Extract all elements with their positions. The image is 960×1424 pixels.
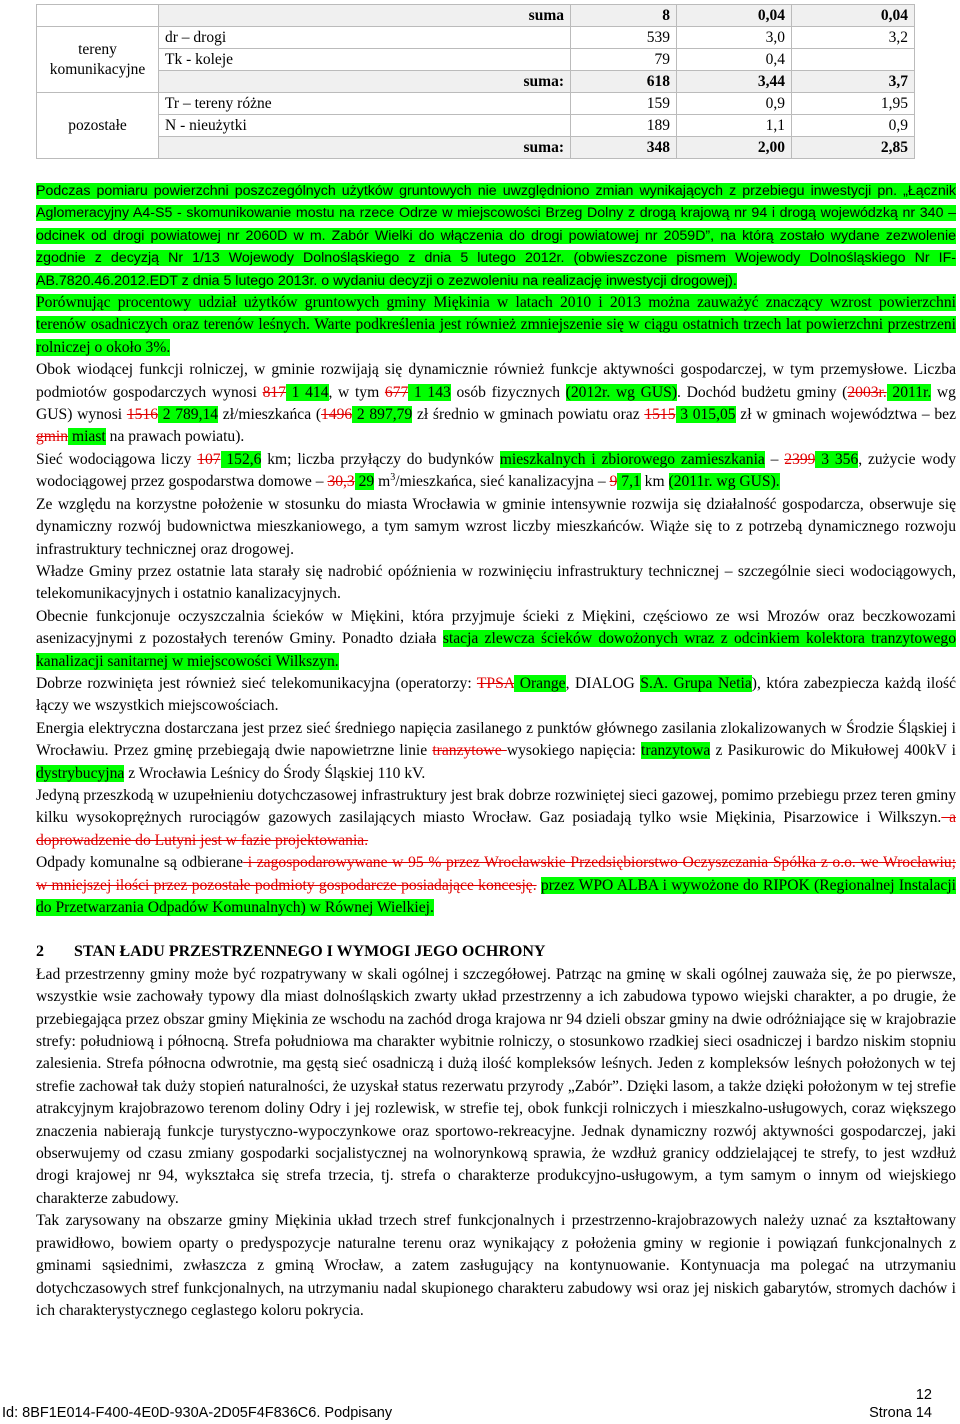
- table-cell-category: tereny komunikacyjne: [37, 27, 159, 93]
- table-cell: Tr – tereny różne: [159, 93, 571, 115]
- struck-text: 1516: [126, 406, 159, 424]
- struck-text: 2003r.: [847, 383, 887, 401]
- footer-document-id: Id: 8BF1E014-F400-4E0D-930A-2D05F4F836C6. Podpisany: [2, 1405, 393, 1421]
- table-cell-category: pozostałe: [37, 93, 159, 159]
- document-body: [36, 180, 956, 1322]
- highlighted-text: 3 015,05: [675, 406, 736, 424]
- paragraph-electricity: [36, 718, 956, 785]
- text: Energia elektryczna dostarczana jest przez sieć średniego napięcia zasilanego z punktów głównego zasilania zlokalizowanych w Środzie Śląskiej i Wrocławiu. Przez gminę przebiegają dwie napowietrzne linie: [36, 719, 956, 760]
- table-cell: 0,4: [677, 49, 792, 71]
- text: , zużycie wody wodociągowej przez gospodarstwa domowe –: [36, 450, 957, 491]
- struck-text: 2399: [784, 450, 816, 468]
- table-cell: 1,1: [677, 115, 792, 137]
- struck-text: 677: [384, 383, 409, 401]
- text: Odpady komunalne są odbierane: [36, 854, 244, 872]
- table-cell: 2,00: [677, 137, 792, 159]
- text: /mieszkańca, sieć kanalizacyjna –: [395, 473, 610, 491]
- table-cell: [37, 5, 159, 27]
- text: na prawach powiatu).: [105, 428, 245, 446]
- table-row: [37, 93, 915, 115]
- table-cell: 539: [571, 27, 677, 49]
- table-row: [37, 115, 915, 137]
- paragraph-functional-zones: Tak zarysowany na obszarze gminy Miękinia układ trzech stref funkcjonalnych i przestrzenno-krajobrazowych należy uznać za kształtowany prawidłowo, bowiem oparty o predyspozycje naturalne terenu oraz wynikający z położenia gminy w regionie i powiązań funkcjonalnych z gminami sąsiednimi, zwłaszcza z gminą Wrocław, a zatem zasługujący na kontynuowanie. Kontynuacja ma polegać na utrzymaniu dotychczasowych stref funkcjonalnych, na utrzymaniu nadal skupionego charakteru zabudowy wsi oraz jej niskich gabarytów, stromych dachów i ich charakterystycznego ceglastego koloru pokrycia.: [36, 1212, 956, 1319]
- highlighted-text: 1 143: [408, 383, 451, 401]
- table-cell: suma:: [159, 71, 571, 93]
- text: zł średnio w gminach powiatu oraz: [412, 406, 645, 424]
- highlighted-text: przez WPO ALBA i wywożone do RIPOK (Regionalnej Instalacji do Przetwarzania Odpadów Komunalnych) w Równej Wielkiej.: [36, 876, 956, 916]
- struck-text: TPSA: [476, 674, 515, 692]
- struck-text: tranzytowe: [432, 742, 507, 760]
- highlighted-text: (2012r. wg GUS): [565, 383, 678, 401]
- table-row: [37, 27, 915, 49]
- paragraph-gas: [36, 785, 956, 852]
- struck-text: a doprowadzenie do Lutyni jest w fazie projektowania.: [36, 809, 956, 849]
- struck-text: 9: [609, 473, 618, 491]
- text: km: [640, 473, 669, 491]
- paragraph-sewage: [36, 606, 956, 673]
- struck-text: 30,3: [327, 473, 355, 491]
- table-cell: N - nieużytki: [159, 115, 571, 137]
- highlighted-text: Podczas pomiaru powierzchni poszczególnych użytków gruntowych nie uwzględniono zmian wynikających z przebiegu inwestycji pn. „Łącznik Aglomeracyjny A4-S5 - skomunikowanie mostu na rzece Odrze w miejscowości Brzeg Dolny z drogą krajową nr 94 i drogą wojewódzką nr 340 – odcinek od drogi powiatowej nr 2060D w m. Zabór Wielki do włączenia do drogi powiatowej nr 2059D”, na którą zostało wydane zezwolenie zgodnie z decyzją Nr 1/13 Wojewody Dolnośląskiego z dnia 5 lutego 2012r. (obwieszczone pismem Wojewody Dolnośląskiego Nr IF-AB.7820.46.2012.EDT z dnia 5 lutego 2013r. o wydaniu decyzji o zezwoleniu na realizację inwestycji drogowej).: [36, 183, 956, 289]
- paragraph-investment-note: [36, 180, 956, 292]
- table-cell: 8: [571, 5, 677, 27]
- text: wg GUS) wynosi: [36, 383, 956, 424]
- highlighted-text: (2011r. wg GUS).: [668, 473, 780, 491]
- text: Obok wiodącej funkcji rolniczej, w gminie rozwijają się dynamicznie również funkcje aktywności gospodarczej, w tym przemysłowe. Liczba podmiotów gospodarczych wynosi: [36, 361, 956, 401]
- highlighted-text: miast: [68, 428, 106, 446]
- table-cell: suma:: [159, 137, 571, 159]
- text: Jedyną przeszkodą w uzupełnieniu dotychczasowej infrastruktury jest brak dobrze rozwiniętej sieci gazowej, pomimo przebiegu przez teren gminy kilku wysokoprężnych rurociągów gazowych zasilających miasto Wrocław. Gaz posiadają tylko wsie Miękinia, Pisarzowice i Wilkszyn.: [36, 786, 956, 827]
- section-number: 2: [36, 943, 44, 961]
- table-row: [37, 71, 915, 93]
- highlighted-text: 2 789,14: [158, 406, 219, 424]
- table-cell: 189: [571, 115, 677, 137]
- page-number: 12: [915, 1387, 932, 1403]
- struck-text: 107: [197, 450, 221, 468]
- highlighted-text: 1 414: [285, 383, 329, 401]
- text: m: [374, 473, 391, 491]
- highlighted-text: mieszkalnych i zbiorowego zamieszkania: [499, 450, 765, 468]
- table-cell: 3,44: [677, 71, 792, 93]
- superscript: 3: [390, 472, 396, 484]
- table-cell: suma: [159, 5, 571, 27]
- table-cell: 0,9: [792, 115, 915, 137]
- table-cell: 79: [571, 49, 677, 71]
- text: z Wrocławia Leśnicy do Środy Śląskiej 110 kV.: [124, 764, 426, 782]
- table-row: [37, 137, 915, 159]
- table-cell: 3,7: [792, 71, 915, 93]
- text: zł/mieszkańca (: [218, 406, 322, 424]
- highlighted-text: 152,6: [220, 450, 262, 468]
- section-heading: [36, 941, 956, 963]
- paragraph-land-use-comparison: [36, 292, 956, 359]
- highlighted-text: stacja zlewcza ścieków dowożonych wraz z odcinkiem kolektora tranzytowego kanalizacji sanitarnej w miejscowości Wilkszyn.: [36, 630, 956, 670]
- highlighted-text: 29: [354, 473, 375, 491]
- table-cell: 3,0: [677, 27, 792, 49]
- highlighted-text: Orange: [514, 674, 566, 692]
- struck-text: 1515: [644, 406, 676, 424]
- struck-text: gmin: [36, 428, 69, 446]
- highlighted-text: 7,1: [617, 473, 641, 491]
- text: z Pasikurowic do Mikułowej 400kV i: [710, 742, 956, 760]
- text: –: [764, 450, 785, 468]
- table-cell: 618: [571, 71, 677, 93]
- highlighted-text: tranzytowa: [641, 742, 711, 760]
- table-row: [37, 5, 915, 27]
- table-cell: 2,85: [792, 137, 915, 159]
- text: Sieć wodociągowa liczy: [36, 450, 198, 468]
- highlighted-text: 3 356: [815, 450, 859, 468]
- paragraph-waste: [36, 852, 956, 919]
- paragraph-water-network: [36, 449, 956, 494]
- table-cell: 0,9: [677, 93, 792, 115]
- text: wysokiego napięcia:: [506, 742, 642, 760]
- table-cell: 348: [571, 137, 677, 159]
- text: Obecnie funkcjonuje oczyszczalnia ścieków w Miękini, która przyjmuje ścieki z Miękini, częściowo ze wsi Mrozów oraz beczkowozami asenizacyjnymi z pozostałych terenów Gminy. Ponadto działa: [36, 607, 956, 648]
- table-cell: 0,04: [677, 5, 792, 27]
- text: . Dochód budżetu gminy (: [677, 383, 848, 401]
- land-use-table: [36, 4, 914, 159]
- struck-text: 1496: [321, 406, 353, 424]
- highlighted-text: 2 897,79: [352, 406, 413, 424]
- text: , DIALOG: [565, 674, 641, 692]
- paragraph-location: Ze względu na korzystne położenie w stosunku do miasta Wrocławia w gminie intensywnie rozwija się działalność gospodarcza, obserwuje się dynamiczny rozwój budownictwa mieszkaniowego, a tym samym wzrost liczby mieszkańców. Wiąże się to z potrzebą dynamicznego rozwoju infrastruktury technicznej oraz drogowej.: [36, 495, 956, 558]
- paragraph-authorities: Władze Gminy przez ostatnie lata starały się nadrobić opóźnienia w rozwinięciu infrastruktury technicznej – szczególnie sieci wodociągowych, telekomunikacyjnych i ostatnio kanalizacyjnych.: [36, 562, 956, 603]
- text: km; liczba przyłączy do budynków: [261, 450, 500, 468]
- paragraph-economy: [36, 359, 956, 449]
- text: osób fizycznych: [450, 383, 566, 401]
- text: Dobrze rozwinięta jest również sieć telekomunikacyjna (operatorzy:: [36, 674, 477, 692]
- table-row: [37, 49, 915, 71]
- table-cell: Tk - koleje: [159, 49, 571, 71]
- table-cell: 3,2: [792, 27, 915, 49]
- table-cell: 1,95: [792, 93, 915, 115]
- section-title: STAN ŁADU PRZESTRZENNEGO I WYMOGI JEGO OCHRONY: [74, 943, 546, 961]
- highlighted-text: dystrybucyjna: [36, 764, 125, 782]
- highlighted-text: Porównując procentowy udział użytków gruntowych gminy Miękinia w latach 2010 i 2013 można zauważyć znaczący wzrost powierzchni terenów osadniczych oraz terenów leśnych. Warte podkreślenia jest również zmniejszenie się w ciągu ostatnich trzech lat powierzchni przestrzeni rolniczej o około 3%.: [36, 294, 956, 356]
- text: zł w gminach województwa – bez: [735, 406, 957, 424]
- paragraph-spatial-order: Ład przestrzenny gminy może być rozpatrywany w skali ogólnej i szczegółowej. Patrząc na gminę w skali ogólnej zauważa się, że po pierwsze, wszystkie wsie zachowały typowy dla miast dolnośląskich zwarty układ przestrzenny a ich zabudowa typowo wiejski charakter, a po drugie, że przebiegająca przez obszar gminy Miękinia ze wschodu na zachód droga krajowa nr 94 dzieli obszar gminy na dwie odróżniające się w krajobrazie strefy: południową i północną. Strefa południowa ma charakter wybitnie rolniczy, o stosunkowo rzadkiej sieci osadniczej i bardzo niskim stopniu zalesienia. Strefa północna odwrotnie, ma gęstą sieć osadniczą i dużą ilość kompleksów leśnych. Jeden z kompleksów leśnych położonych w tej strefie zachował tak duży stopień naturalności, że uzyskał status rezerwatu przyrody „Zabór”. Dzięki lasom, a także dzięki położonym w tej strefie atrakcyjnym krajobrazowo terenom doliny Odry i jej rozlewisk, w strefie tej, obok funkcji rolniczych i mieszkalno-usługowych, coraz większego znaczenia nabierają funkcje turystyczno-wypoczynkowe oraz sportowo-rekreacyjne. Jednak dynamiczny rozwój aktywności gospodarczej, jaki obserwujemy od czasu zmiany gospodarki socjalistycznej na wolnorynkową sprawia, że wzdłuż granicy oddzielającej te strefy, to jest wzdłuż drogi krajowej nr 94, wykształca się strefa trzecia, tj. strefa o charakterze produkcyjno-usługowym, a tym samym o innym od wiejskiego charakterze zabudowy.: [36, 965, 956, 1207]
- table-cell: 0,04: [792, 5, 915, 27]
- text: , w tym: [328, 383, 385, 401]
- struck-text: i zagospodarowywane w 95 % przez Wrocławskie Przedsiębiorstwo Oczyszczania Spółka z o.o. we Wrocławiu; w mniejszej ilości przez pozostałe podmioty gospodarcze posiadające koncesję.: [36, 854, 956, 894]
- table-cell: 159: [571, 93, 677, 115]
- table-cell: [792, 49, 915, 71]
- text: ), która zabezpiecza każdą ilość łączy we wszystkich miejscowościach.: [36, 674, 956, 715]
- paragraph-telecom: [36, 673, 956, 718]
- footer-page-label: Strona 14: [869, 1405, 932, 1421]
- highlighted-text: 2011r.: [886, 383, 932, 401]
- struck-text: 817: [262, 383, 286, 401]
- table-cell: dr – drogi: [159, 27, 571, 49]
- highlighted-text: S.A. Grupa Netia: [640, 674, 752, 692]
